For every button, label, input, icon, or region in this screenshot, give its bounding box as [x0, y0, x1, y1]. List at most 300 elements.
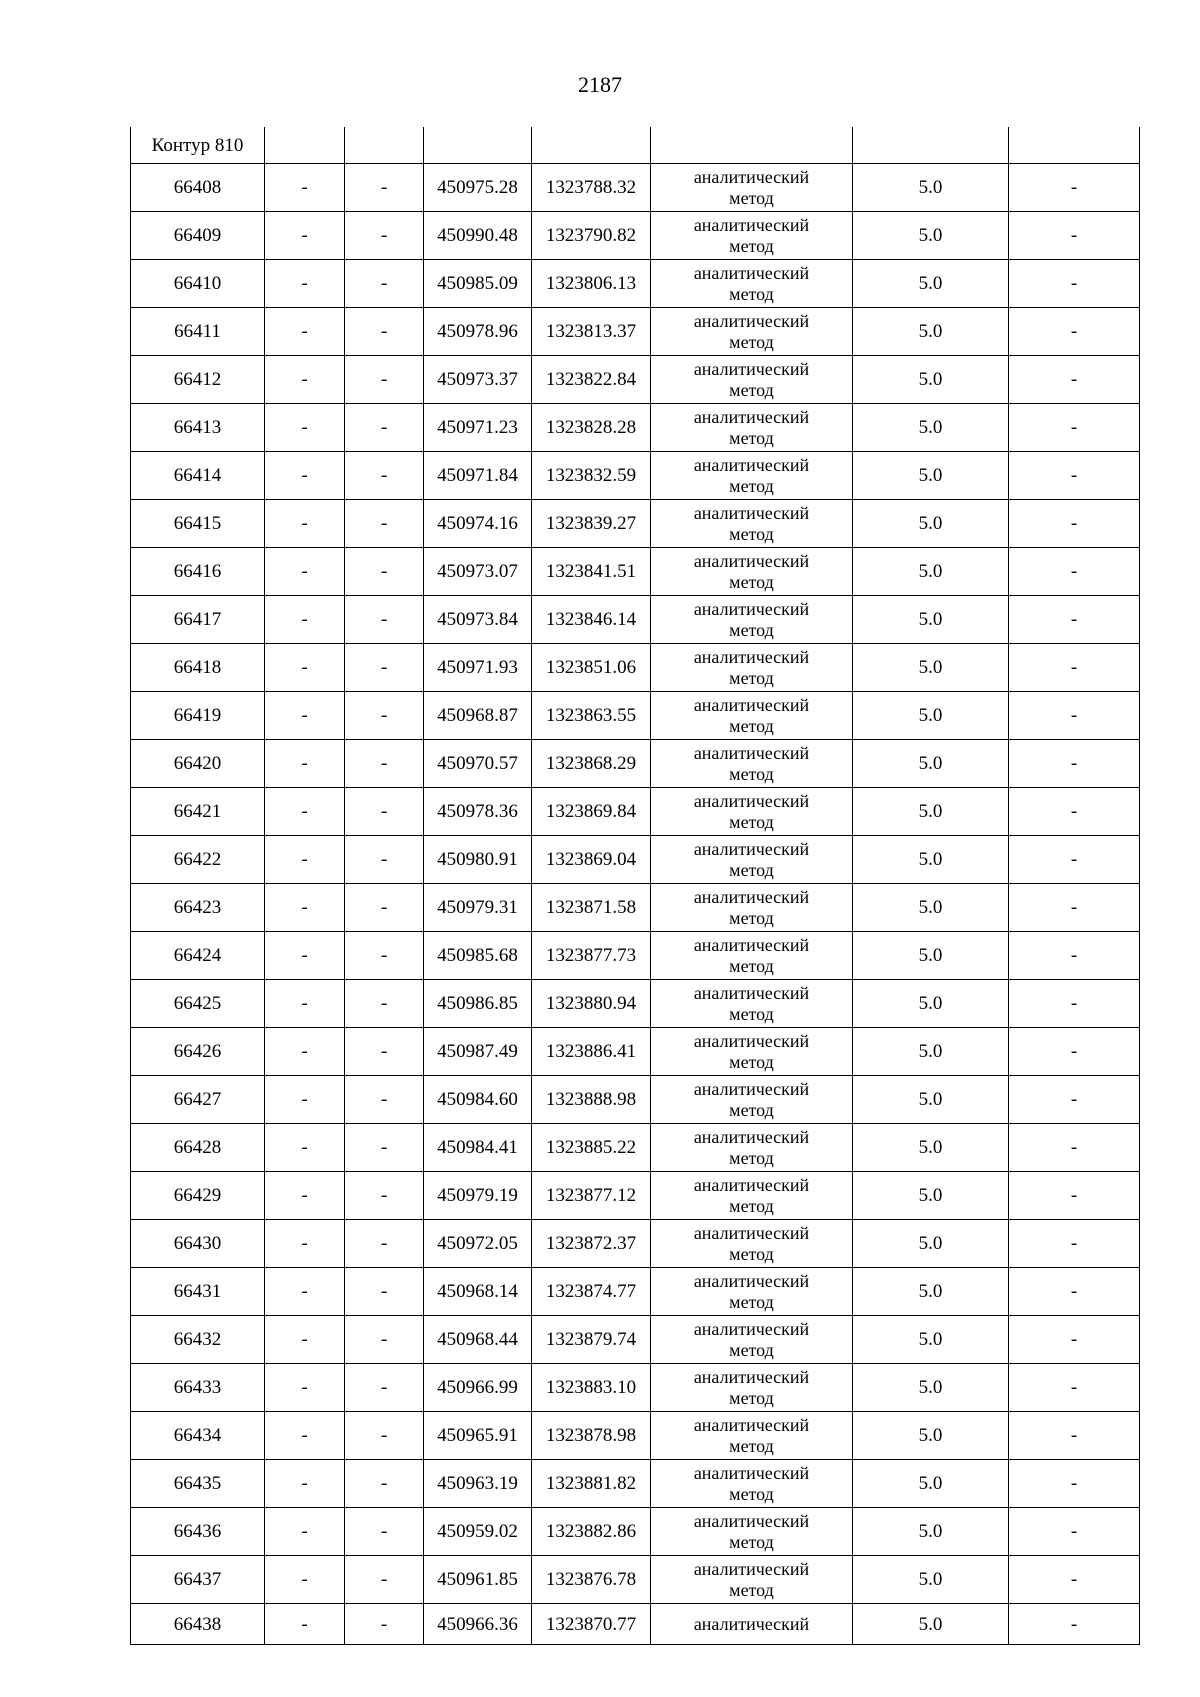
point-id-cell: 66423 [131, 884, 265, 932]
col8-cell: - [1009, 356, 1140, 404]
table-row [131, 1028, 1140, 1076]
x-coordinate-cell: 450980.91 [424, 836, 532, 884]
method-cell [651, 1604, 853, 1645]
point-id-cell: 66410 [131, 260, 265, 308]
method-cell [651, 1268, 853, 1316]
accuracy-cell: 5.0 [853, 1220, 1009, 1268]
method-line-1: аналитический [693, 1126, 810, 1147]
method-line-1: аналитический [693, 838, 810, 859]
method-line-1: аналитический [693, 262, 810, 283]
col2-cell: - [265, 500, 345, 548]
method-line-1: аналитический [693, 790, 810, 811]
method-cell [651, 1508, 853, 1556]
x-coordinate-cell: 450985.68 [424, 932, 532, 980]
col8-cell: - [1009, 980, 1140, 1028]
col2-cell: - [265, 836, 345, 884]
method-line-1: аналитический [693, 1318, 810, 1339]
y-coordinate-cell: 1323863.55 [532, 692, 651, 740]
col8-cell: - [1009, 740, 1140, 788]
accuracy-cell: 5.0 [853, 692, 1009, 740]
method-line-2: метод [729, 187, 774, 208]
point-id-cell: 66408 [131, 164, 265, 212]
table-row [131, 692, 1140, 740]
method-line-1: аналитический [693, 742, 810, 763]
point-id-cell: 66435 [131, 1460, 265, 1508]
col3-cell: - [345, 1220, 424, 1268]
contour-empty-cell [265, 127, 345, 164]
accuracy-cell: 5.0 [853, 1316, 1009, 1364]
method-line-2: метод [729, 1147, 774, 1168]
point-id-cell: 66430 [131, 1220, 265, 1268]
accuracy-cell: 5.0 [853, 788, 1009, 836]
y-coordinate-cell: 1323877.12 [532, 1172, 651, 1220]
method-line-2: метод [729, 331, 774, 352]
table-row [131, 596, 1140, 644]
table-row [131, 1460, 1140, 1508]
point-id-cell: 66424 [131, 932, 265, 980]
method-cell [651, 932, 853, 980]
col8-cell: - [1009, 692, 1140, 740]
x-coordinate-cell: 450973.07 [424, 548, 532, 596]
y-coordinate-cell: 1323882.86 [532, 1508, 651, 1556]
col2-cell: - [265, 1508, 345, 1556]
method-line-2: метод [729, 427, 774, 448]
contour-empty-cell [651, 127, 853, 164]
method-line-1: аналитический [693, 1510, 810, 1531]
point-id-cell: 66421 [131, 788, 265, 836]
accuracy-cell: 5.0 [853, 1076, 1009, 1124]
col3-cell: - [345, 1364, 424, 1412]
x-coordinate-cell: 450971.23 [424, 404, 532, 452]
y-coordinate-cell: 1323841.51 [532, 548, 651, 596]
method-cell [651, 740, 853, 788]
method-cell [651, 692, 853, 740]
col3-cell: - [345, 1268, 424, 1316]
point-id-cell: 66427 [131, 1076, 265, 1124]
y-coordinate-cell: 1323888.98 [532, 1076, 651, 1124]
x-coordinate-cell: 450971.93 [424, 644, 532, 692]
accuracy-cell: 5.0 [853, 212, 1009, 260]
table-row [131, 788, 1140, 836]
accuracy-cell: 5.0 [853, 1268, 1009, 1316]
table-row [131, 1316, 1140, 1364]
y-coordinate-cell: 1323886.41 [532, 1028, 651, 1076]
x-coordinate-cell: 450968.14 [424, 1268, 532, 1316]
accuracy-cell: 5.0 [853, 884, 1009, 932]
col2-cell: - [265, 164, 345, 212]
y-coordinate-cell: 1323880.94 [532, 980, 651, 1028]
table-row [131, 1124, 1140, 1172]
method-line-2: метод [729, 811, 774, 832]
point-id-cell: 66413 [131, 404, 265, 452]
col2-cell: - [265, 260, 345, 308]
col8-cell: - [1009, 1220, 1140, 1268]
col3-cell: - [345, 1172, 424, 1220]
col8-cell: - [1009, 884, 1140, 932]
x-coordinate-cell: 450968.87 [424, 692, 532, 740]
method-line-2: метод [729, 1435, 774, 1456]
col2-cell: - [265, 692, 345, 740]
x-coordinate-cell: 450984.60 [424, 1076, 532, 1124]
method-cell [651, 1124, 853, 1172]
accuracy-cell: 5.0 [853, 596, 1009, 644]
table-row [131, 932, 1140, 980]
point-id-cell: 66414 [131, 452, 265, 500]
accuracy-cell: 5.0 [853, 404, 1009, 452]
accuracy-cell: 5.0 [853, 260, 1009, 308]
method-cell [651, 164, 853, 212]
col2-cell: - [265, 212, 345, 260]
table-row [131, 1220, 1140, 1268]
x-coordinate-cell: 450979.19 [424, 1172, 532, 1220]
point-id-cell: 66426 [131, 1028, 265, 1076]
col3-cell: - [345, 1604, 424, 1645]
x-coordinate-cell: 450984.41 [424, 1124, 532, 1172]
method-cell [651, 1412, 853, 1460]
col2-cell: - [265, 1220, 345, 1268]
method-line-2: метод [729, 475, 774, 496]
method-cell [651, 1316, 853, 1364]
col2-cell: - [265, 788, 345, 836]
col8-cell: - [1009, 1076, 1140, 1124]
table-row [131, 356, 1140, 404]
accuracy-cell: 5.0 [853, 1508, 1009, 1556]
accuracy-cell: 5.0 [853, 980, 1009, 1028]
method-line-2: метод [729, 1099, 774, 1120]
contour-empty-cell [1009, 127, 1140, 164]
table-row [131, 884, 1140, 932]
accuracy-cell: 5.0 [853, 1364, 1009, 1412]
table-row [131, 308, 1140, 356]
method-cell [651, 1364, 853, 1412]
col8-cell: - [1009, 500, 1140, 548]
method-cell [651, 356, 853, 404]
col8-cell: - [1009, 212, 1140, 260]
y-coordinate-cell: 1323883.10 [532, 1364, 651, 1412]
method-line-1: аналитический [693, 1174, 810, 1195]
method-line-2: метод [729, 1243, 774, 1264]
col2-cell: - [265, 1364, 345, 1412]
x-coordinate-cell: 450973.37 [424, 356, 532, 404]
col2-cell: - [265, 596, 345, 644]
method-cell [651, 836, 853, 884]
col3-cell: - [345, 452, 424, 500]
table-row [131, 500, 1140, 548]
point-id-cell: 66417 [131, 596, 265, 644]
col8-cell: - [1009, 1124, 1140, 1172]
point-id-cell: 66422 [131, 836, 265, 884]
col8-cell: - [1009, 1460, 1140, 1508]
x-coordinate-cell: 450985.09 [424, 260, 532, 308]
method-line-2: метод [729, 1339, 774, 1360]
method-line-2: метод [729, 1531, 774, 1552]
contour-empty-cell [532, 127, 651, 164]
method-line-2: метод [729, 379, 774, 400]
x-coordinate-cell: 450990.48 [424, 212, 532, 260]
col2-cell: - [265, 1316, 345, 1364]
col2-cell: - [265, 980, 345, 1028]
method-line-1: аналитический [693, 502, 810, 523]
table-row [131, 644, 1140, 692]
x-coordinate-cell: 450971.84 [424, 452, 532, 500]
method-cell [651, 308, 853, 356]
x-coordinate-cell: 450959.02 [424, 1508, 532, 1556]
x-coordinate-cell: 450986.85 [424, 980, 532, 1028]
table-row [131, 404, 1140, 452]
col2-cell: - [265, 1172, 345, 1220]
accuracy-cell: 5.0 [853, 740, 1009, 788]
method-line-2: метод [729, 1003, 774, 1024]
point-id-cell: 66425 [131, 980, 265, 1028]
y-coordinate-cell: 1323874.77 [532, 1268, 651, 1316]
point-id-cell: 66416 [131, 548, 265, 596]
point-id-cell: 66431 [131, 1268, 265, 1316]
x-coordinate-cell: 450979.31 [424, 884, 532, 932]
col8-cell: - [1009, 1268, 1140, 1316]
col8-cell: - [1009, 164, 1140, 212]
y-coordinate-cell: 1323869.04 [532, 836, 651, 884]
col2-cell: - [265, 1124, 345, 1172]
method-line-1: аналитический [693, 1613, 810, 1634]
method-line-1: аналитический [693, 934, 810, 955]
table-row [131, 548, 1140, 596]
method-cell [651, 1172, 853, 1220]
y-coordinate-cell: 1323846.14 [532, 596, 651, 644]
col3-cell: - [345, 740, 424, 788]
table-row [131, 1172, 1140, 1220]
table-row [131, 980, 1140, 1028]
method-cell [651, 404, 853, 452]
x-coordinate-cell: 450975.28 [424, 164, 532, 212]
col3-cell: - [345, 884, 424, 932]
col2-cell: - [265, 1556, 345, 1604]
method-cell [651, 260, 853, 308]
accuracy-cell: 5.0 [853, 644, 1009, 692]
contour-empty-cell [345, 127, 424, 164]
col2-cell: - [265, 884, 345, 932]
point-id-cell: 66434 [131, 1412, 265, 1460]
point-id-cell: 66436 [131, 1508, 265, 1556]
method-cell [651, 1460, 853, 1508]
col2-cell: - [265, 1604, 345, 1645]
method-cell [651, 884, 853, 932]
col8-cell: - [1009, 1508, 1140, 1556]
y-coordinate-cell: 1323885.22 [532, 1124, 651, 1172]
method-line-2: метод [729, 763, 774, 784]
accuracy-cell: 5.0 [853, 1124, 1009, 1172]
col3-cell: - [345, 1508, 424, 1556]
col3-cell: - [345, 548, 424, 596]
y-coordinate-cell: 1323878.98 [532, 1412, 651, 1460]
y-coordinate-cell: 1323870.77 [532, 1604, 651, 1645]
col2-cell: - [265, 1028, 345, 1076]
table-row [131, 1508, 1140, 1556]
col2-cell: - [265, 932, 345, 980]
col8-cell: - [1009, 1172, 1140, 1220]
y-coordinate-cell: 1323872.37 [532, 1220, 651, 1268]
method-cell [651, 980, 853, 1028]
col3-cell: - [345, 596, 424, 644]
y-coordinate-cell: 1323822.84 [532, 356, 651, 404]
method-line-1: аналитический [693, 1270, 810, 1291]
method-line-1: аналитический [693, 1558, 810, 1579]
method-line-2: метод [729, 1579, 774, 1600]
accuracy-cell: 5.0 [853, 500, 1009, 548]
col2-cell: - [265, 1460, 345, 1508]
col2-cell: - [265, 1412, 345, 1460]
table-row [131, 212, 1140, 260]
method-line-2: метод [729, 1195, 774, 1216]
x-coordinate-cell: 450987.49 [424, 1028, 532, 1076]
col3-cell: - [345, 1556, 424, 1604]
x-coordinate-cell: 450972.05 [424, 1220, 532, 1268]
method-cell [651, 500, 853, 548]
point-id-cell: 66428 [131, 1124, 265, 1172]
y-coordinate-cell: 1323868.29 [532, 740, 651, 788]
col3-cell: - [345, 1124, 424, 1172]
table-row [131, 740, 1140, 788]
y-coordinate-cell: 1323839.27 [532, 500, 651, 548]
col8-cell: - [1009, 1604, 1140, 1645]
table-row [131, 1076, 1140, 1124]
accuracy-cell: 5.0 [853, 1604, 1009, 1645]
accuracy-cell: 5.0 [853, 356, 1009, 404]
point-id-cell: 66437 [131, 1556, 265, 1604]
col8-cell: - [1009, 1364, 1140, 1412]
col3-cell: - [345, 980, 424, 1028]
accuracy-cell: 5.0 [853, 452, 1009, 500]
table-row [131, 1268, 1140, 1316]
method-line-1: аналитический [693, 1030, 810, 1051]
accuracy-cell: 5.0 [853, 164, 1009, 212]
accuracy-cell: 5.0 [853, 1412, 1009, 1460]
col8-cell: - [1009, 644, 1140, 692]
method-line-2: метод [729, 1387, 774, 1408]
method-line-1: аналитический [693, 694, 810, 715]
col8-cell: - [1009, 308, 1140, 356]
x-coordinate-cell: 450978.36 [424, 788, 532, 836]
accuracy-cell: 5.0 [853, 1172, 1009, 1220]
x-coordinate-cell: 450966.36 [424, 1604, 532, 1645]
accuracy-cell: 5.0 [853, 1556, 1009, 1604]
x-coordinate-cell: 450965.91 [424, 1412, 532, 1460]
col3-cell: - [345, 164, 424, 212]
y-coordinate-cell: 1323879.74 [532, 1316, 651, 1364]
col8-cell: - [1009, 1412, 1140, 1460]
method-line-1: аналитический [693, 1078, 810, 1099]
contour-label: Контур 810 [131, 127, 265, 164]
col3-cell: - [345, 212, 424, 260]
point-id-cell: 66412 [131, 356, 265, 404]
table-row [131, 1604, 1140, 1645]
col2-cell: - [265, 356, 345, 404]
y-coordinate-cell: 1323851.06 [532, 644, 651, 692]
point-id-cell: 66432 [131, 1316, 265, 1364]
method-line-2: метод [729, 619, 774, 640]
col3-cell: - [345, 1316, 424, 1364]
col8-cell: - [1009, 1316, 1140, 1364]
method-cell [651, 1220, 853, 1268]
col2-cell: - [265, 1076, 345, 1124]
x-coordinate-cell: 450961.85 [424, 1556, 532, 1604]
point-id-cell: 66433 [131, 1364, 265, 1412]
method-line-2: метод [729, 235, 774, 256]
method-line-2: метод [729, 859, 774, 880]
method-cell [651, 452, 853, 500]
point-id-cell: 66429 [131, 1172, 265, 1220]
accuracy-cell: 5.0 [853, 1028, 1009, 1076]
method-cell [651, 1076, 853, 1124]
y-coordinate-cell: 1323813.37 [532, 308, 651, 356]
y-coordinate-cell: 1323871.58 [532, 884, 651, 932]
method-line-1: аналитический [693, 358, 810, 379]
accuracy-cell: 5.0 [853, 1460, 1009, 1508]
y-coordinate-cell: 1323790.82 [532, 212, 651, 260]
method-cell [651, 788, 853, 836]
x-coordinate-cell: 450966.99 [424, 1364, 532, 1412]
col8-cell: - [1009, 1556, 1140, 1604]
method-line-1: аналитический [693, 166, 810, 187]
y-coordinate-cell: 1323788.32 [532, 164, 651, 212]
table-row [131, 1556, 1140, 1604]
col8-cell: - [1009, 404, 1140, 452]
col3-cell: - [345, 1076, 424, 1124]
contour-row [131, 127, 1140, 164]
col3-cell: - [345, 404, 424, 452]
method-cell [651, 596, 853, 644]
table-row [131, 164, 1140, 212]
page-number: 2187 [578, 72, 622, 97]
col8-cell: - [1009, 260, 1140, 308]
method-line-1: аналитический [693, 454, 810, 475]
method-line-2: метод [729, 1483, 774, 1504]
accuracy-cell: 5.0 [853, 308, 1009, 356]
method-cell [651, 644, 853, 692]
col3-cell: - [345, 260, 424, 308]
method-line-2: метод [729, 571, 774, 592]
col2-cell: - [265, 1268, 345, 1316]
method-line-2: метод [729, 1291, 774, 1312]
col2-cell: - [265, 548, 345, 596]
col8-cell: - [1009, 836, 1140, 884]
col3-cell: - [345, 932, 424, 980]
method-line-1: аналитический [693, 886, 810, 907]
y-coordinate-cell: 1323876.78 [532, 1556, 651, 1604]
point-id-cell: 66419 [131, 692, 265, 740]
x-coordinate-cell: 450973.84 [424, 596, 532, 644]
y-coordinate-cell: 1323881.82 [532, 1460, 651, 1508]
method-line-2: метод [729, 283, 774, 304]
y-coordinate-cell: 1323828.28 [532, 404, 651, 452]
table-row [131, 260, 1140, 308]
y-coordinate-cell: 1323832.59 [532, 452, 651, 500]
point-id-cell: 66420 [131, 740, 265, 788]
method-line-1: аналитический [693, 646, 810, 667]
method-line-1: аналитический [693, 1462, 810, 1483]
col8-cell: - [1009, 932, 1140, 980]
point-id-cell: 66418 [131, 644, 265, 692]
col3-cell: - [345, 356, 424, 404]
coordinates-table [130, 127, 1140, 1645]
method-line-1: аналитический [693, 598, 810, 619]
col3-cell: - [345, 1028, 424, 1076]
col3-cell: - [345, 1460, 424, 1508]
method-line-1: аналитический [693, 1366, 810, 1387]
x-coordinate-cell: 450978.96 [424, 308, 532, 356]
method-line-1: аналитический [693, 1222, 810, 1243]
col2-cell: - [265, 308, 345, 356]
method-cell [651, 212, 853, 260]
